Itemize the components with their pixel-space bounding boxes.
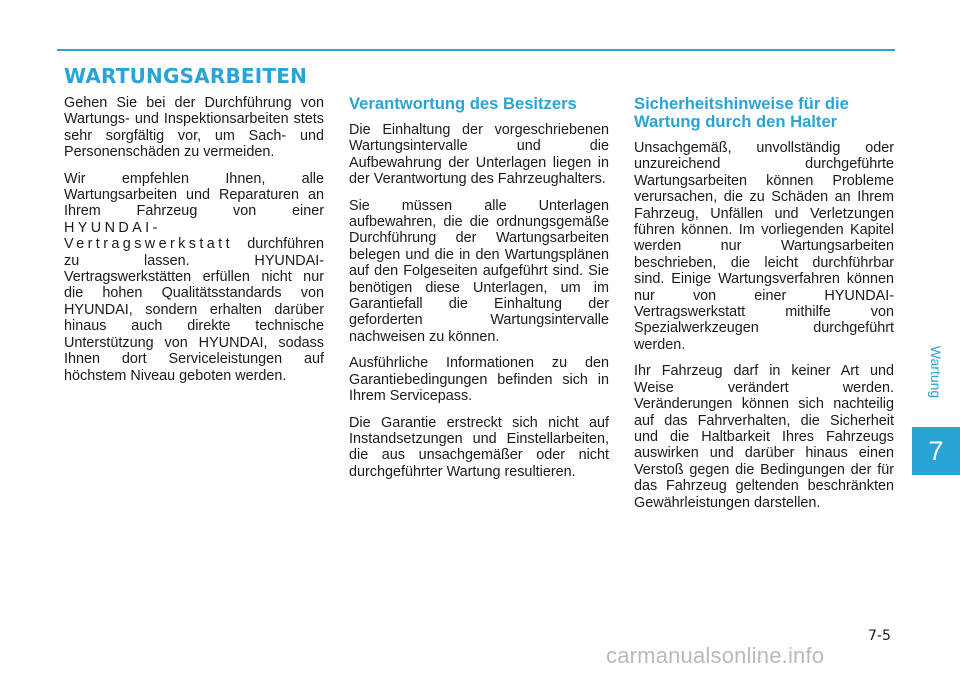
intro-paragraph-2-end: durchführen zu lassen. HYUNDAI-Vertragswerkstätten erfüllen nicht nur die hohen Qualitätsstandards von HYUNDAI, sondern erhalten darüber hinaus auch direkte technische Unterstützung von HYUNDAI, sodass Ihnen dort Serviceleistungen auf höchstem Niveau geboten werden.	[64, 236, 324, 384]
header-rule	[57, 49, 895, 51]
safety-paragraph-1: Unsachgemäß, unvollständig oder unzureichend durchgeführte Wartungsarbeiten können Probleme verursachen, die zu Schäden an Ihrem Fahrzeug, Unfällen und Verletzungen führen können. Im vorliegenden Kapitel werden nur Wartungsarbeiten beschrieben, die leicht durchführbar sind. Einige Wartungsverfahren können nur von einer HYUNDAI-Vertragswerkstatt mithilfe von Spezialwerkzeugen durchgeführt werden.	[634, 140, 894, 353]
owner-paragraph-1: Die Einhaltung der vorgeschriebenen Wartungsintervalle und die Aufbewahrung der Unterlagen liegen in der Verantwortung des Fahrzeughalters.	[349, 122, 609, 188]
chapter-number: 7	[928, 435, 944, 466]
dealer-name-spaced: HYUNDAI-Vertragswerkstatt	[64, 219, 233, 253]
intro-paragraph-1: Gehen Sie bei der Durchführung von Wartungs- und Inspektionsarbeiten stets sehr sorgfältig vor, um Sach- und Personenschäden zu vermeiden.	[64, 95, 324, 161]
owner-paragraph-3: Ausführliche Informationen zu den Garantiebedingungen befinden sich in Ihrem Servicepass.	[349, 355, 609, 405]
page-number: 7-5	[868, 628, 891, 644]
safety-paragraph-2: Ihr Fahrzeug darf in keiner Art und Weise verändert werden. Veränderungen können sich nachteilig auf das Fahrverhalten, die Sicherheit und die Haltbarkeit Ihres Fahrzeugs auswirken und darüber hinaus einen Verstoß gegen die Bedingungen der für das Fahrzeug geltenden beschränkten Gewährleistungen darstellen.	[634, 363, 894, 511]
intro-paragraph-2	[64, 171, 324, 384]
owner-paragraph-2: Sie müssen alle Unterlagen aufbewahren, die die ordnungsgemäße Durchführung der Wartungsarbeiten belegen und die in den Wartungsplänen auf den Folgeseiten aufgeführt sind. Sie benötigen diese Unterlagen, um im Garantiefall die Einhaltung der geforderten Wartungsintervalle nachweisen zu können.	[349, 197, 609, 345]
column-safety-notes	[634, 95, 894, 521]
owner-paragraph-4: Die Garantie erstreckt sich nicht auf Instandsetzungen und Einstellarbeiten, die aus unsachgemäßer oder nicht durchgeführter Wartung resultieren.	[349, 414, 609, 480]
safety-notes-heading: Sicherheitshinweise für die Wartung durch den Halter	[634, 94, 849, 131]
section-title: WARTUNGSARBEITEN	[64, 64, 308, 88]
watermark: carmanualsonline.info	[606, 643, 825, 668]
chapter-label: Wartung	[928, 345, 944, 399]
column-intro	[64, 95, 324, 394]
owner-responsibility-heading: Verantwortung des Besitzers	[349, 94, 577, 113]
intro-paragraph-2-start: Wir empfehlen Ihnen, alle Wartungsarbeiten und Reparaturen an Ihrem Fahrzeug von einer	[64, 170, 324, 220]
column-owner-responsibility	[349, 95, 609, 490]
chapter-tab	[912, 427, 960, 475]
